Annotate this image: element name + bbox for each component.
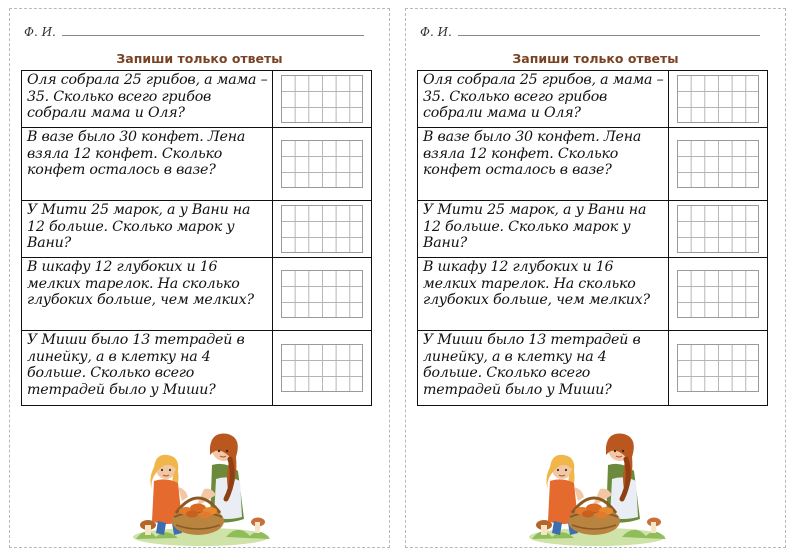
mother-and-daughter-with-mushroom-basket-icon [522,429,672,547]
answer-cell [669,331,767,405]
task-row [22,331,371,405]
worksheet-right [405,8,786,548]
task-table [21,70,372,406]
task-row [22,128,371,201]
name-field [420,21,760,39]
answer-grid[interactable] [281,205,363,253]
task-text: В вазе было 30 конфет. Лена взяла 12 конфет. Сколько конфет осталось в вазе? [418,128,669,200]
task-table [417,70,768,406]
answer-cell [273,128,371,200]
answer-grid[interactable] [677,205,759,253]
answer-grid[interactable] [281,75,363,123]
answer-cell [273,331,371,405]
task-row [418,201,767,258]
answer-grid[interactable] [281,344,363,392]
worksheet-title: Запиши только ответы [512,51,679,66]
task-row [418,258,767,331]
task-row [418,128,767,201]
task-text: У Миши было 13 тетрадей в линейку, а в клетку на 4 больше. Сколько всего тетрадей было у Миши? [418,331,669,405]
answer-cell [669,201,767,257]
task-row [418,331,767,405]
task-text: У Миши было 13 тетрадей в линейку, а в клетку на 4 больше. Сколько всего тетрадей было у Миши? [22,331,273,405]
task-text: В шкафу 12 глубоких и 16 мелких тарелок. На сколько глубоких больше, чем мелких? [418,258,669,330]
name-line[interactable] [458,35,760,36]
answer-grid[interactable] [281,270,363,318]
answer-cell [669,128,767,200]
task-row [418,71,767,128]
task-text: У Мити 25 марок, а у Вани на 12 больше. Сколько марок у Вани? [22,201,273,257]
answer-grid[interactable] [677,270,759,318]
task-text: В шкафу 12 глубоких и 16 мелких тарелок. На сколько глубоких больше, чем мелких? [22,258,273,330]
task-row [22,258,371,331]
answer-cell [273,201,371,257]
task-text: Оля собрала 25 грибов, а мама – 35. Сколько всего грибов собрали мама и Оля? [22,71,273,127]
answer-grid[interactable] [677,344,759,392]
worksheet-left [9,8,390,548]
worksheet-title: Запиши только ответы [116,51,283,66]
task-text: В вазе было 30 конфет. Лена взяла 12 конфет. Сколько конфет осталось в вазе? [22,128,273,200]
name-label: Ф. И. [420,25,452,39]
task-text: У Мити 25 марок, а у Вани на 12 больше. Сколько марок у Вани? [418,201,669,257]
answer-cell [669,258,767,330]
answer-grid[interactable] [677,75,759,123]
name-label: Ф. И. [24,25,56,39]
task-text: Оля собрала 25 грибов, а мама – 35. Сколько всего грибов собрали мама и Оля? [418,71,669,127]
task-row [22,71,371,128]
answer-grid[interactable] [281,140,363,188]
answer-grid[interactable] [677,140,759,188]
name-field [24,21,364,39]
mother-and-daughter-with-mushroom-basket-icon [126,429,276,547]
answer-cell [273,258,371,330]
answer-cell [669,71,767,127]
name-line[interactable] [62,35,364,36]
task-row [22,201,371,258]
answer-cell [273,71,371,127]
